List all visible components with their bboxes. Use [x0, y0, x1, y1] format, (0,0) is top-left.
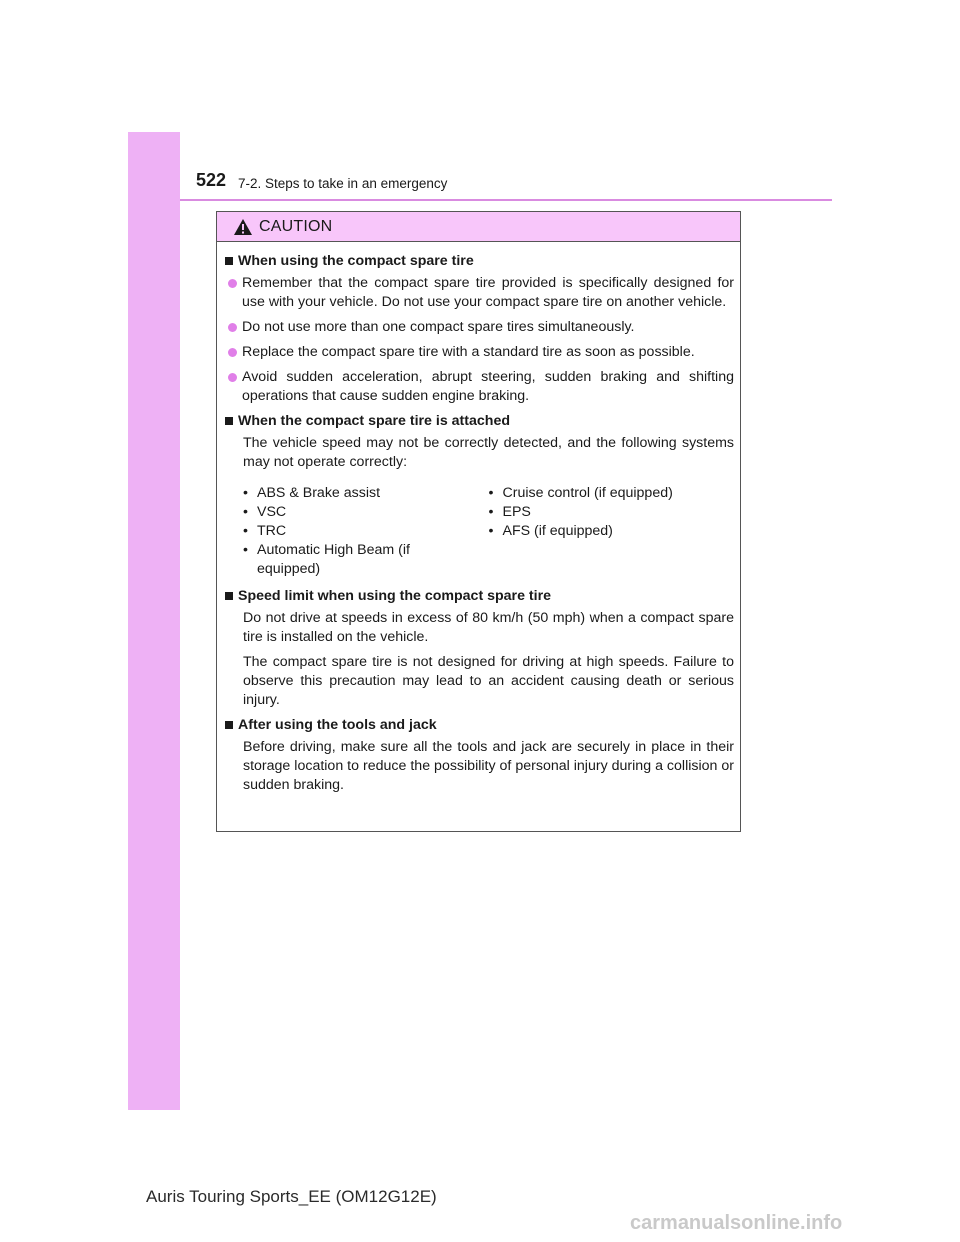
warning-triangle-icon: [233, 218, 253, 236]
caution-title: CAUTION: [259, 217, 333, 235]
section-heading: After using the tools and jack: [225, 716, 734, 735]
list-item: • Automatic High Beam (if equipped): [243, 542, 410, 577]
page-number: 522: [196, 170, 227, 190]
list-item: Do not use more than one compact spare tires simultaneously.: [225, 318, 734, 337]
section-heading: When the compact spare tire is attached: [225, 412, 734, 431]
list-item: Remember that the compact spare tire provided is specifically designed for use with your vehicle. Do not use your compact spare tire on another vehicle.: [225, 274, 734, 312]
paragraph: The vehicle speed may not be correctly detected, and the following systems may not operate correctly:: [243, 435, 734, 470]
round-bullet-icon: [228, 279, 237, 288]
list-item: Replace the compact spare tire with a standard tire as soon as possible.: [225, 343, 734, 362]
paragraph: The compact spare tire is not designed for driving at high speeds. Failure to observe this precaution may lead to an accident causing death or serious injury.: [243, 654, 734, 708]
square-bullet-icon: [225, 592, 233, 600]
square-bullet-icon: [225, 257, 233, 265]
paragraph: Do not drive at speeds in excess of 80 km/h (50 mph) when a compact spare tire is installed on the vehicle.: [243, 610, 734, 645]
manual-model-footer: Auris Touring Sports_EE (OM12G12E): [146, 1187, 437, 1206]
systems-list-right: [489, 484, 735, 579]
list-item: • EPS: [488, 504, 531, 520]
caution-box: [216, 211, 741, 832]
section-title: 7-2. Steps to take in an emergency: [238, 176, 448, 191]
caution-body: [217, 242, 740, 795]
systems-list: [243, 484, 734, 579]
systems-list-left: [243, 484, 489, 579]
list-item: Avoid sudden acceleration, abrupt steering, sudden braking and shifting operations that cause sudden engine braking.: [225, 368, 734, 406]
section-heading: Speed limit when using the compact spare tire: [225, 587, 734, 606]
round-bullet-icon: [228, 373, 237, 382]
round-bullet-icon: [228, 323, 237, 332]
paragraph: Before driving, make sure all the tools and jack are securely in place in their storage location to reduce the possibility of personal injury during a collision or sudden braking.: [243, 739, 734, 793]
list-item: • AFS (if equipped): [488, 523, 613, 539]
section-heading: When using the compact spare tire: [225, 252, 734, 271]
header-divider: [180, 199, 832, 201]
caution-header: [217, 212, 740, 242]
chapter-tab-bar: [128, 132, 180, 1110]
list-item: • TRC: [243, 523, 287, 539]
square-bullet-icon: [225, 417, 233, 425]
round-bullet-icon: [228, 348, 237, 357]
watermark: carmanualsonline.info: [630, 1212, 843, 1234]
list-item: • VSC: [243, 504, 287, 520]
list-item: • ABS & Brake assist: [243, 485, 381, 501]
square-bullet-icon: [225, 721, 233, 729]
list-item: • Cruise control (if equipped): [488, 485, 673, 501]
